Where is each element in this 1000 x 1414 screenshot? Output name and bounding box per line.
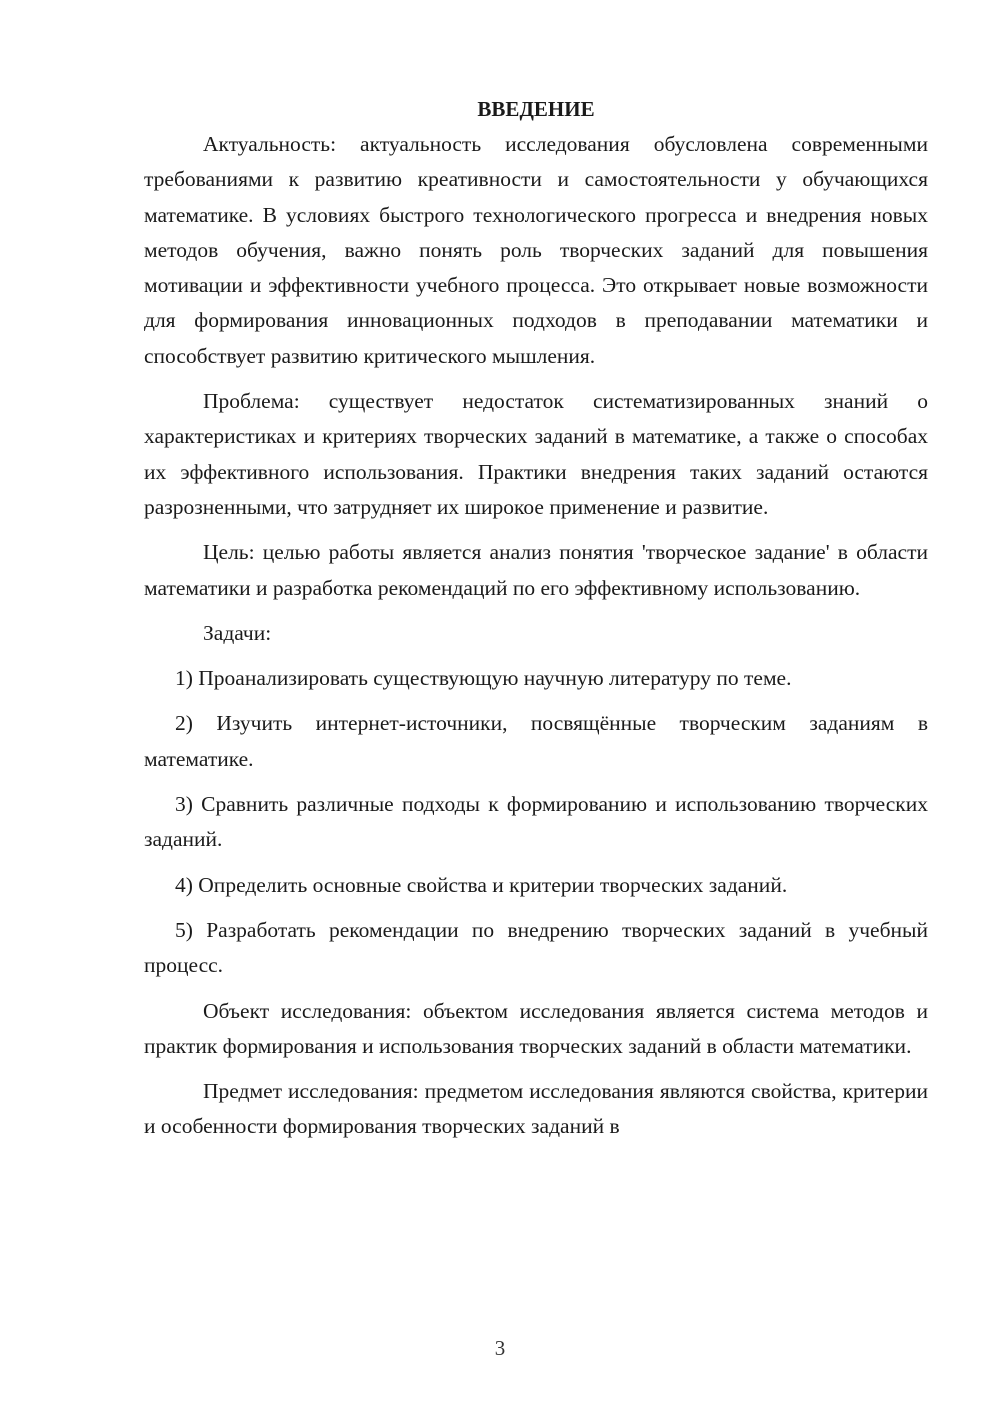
problem-paragraph: Проблема: существует недостаток систематизированных знаний о характеристиках и критериях творческих заданий в математике, а также о способах их эффективного использования. Практики внедрения таких заданий остаются разрозненными, что затрудняет их широкое применение и развитие. xyxy=(144,389,928,519)
tasks-label: Задачи: xyxy=(203,620,272,645)
task-item: 3) Сравнить различные подходы к формированию и использованию творческих заданий. xyxy=(144,792,928,852)
task-item: 1) Проанализировать существующую научную литературу по теме. xyxy=(175,666,792,691)
subject-paragraph: Предмет исследования: предметом исследования являются свойства, критерии и особенности формирования творческих заданий в xyxy=(144,1079,928,1139)
goal-paragraph: Цель: целью работы является анализ понятия 'творческое задание' в области математики и разработка рекомендаций по его эффективному использованию. xyxy=(144,540,928,600)
task-item: 5) Разработать рекомендации по внедрению творческих заданий в учебный процесс. xyxy=(144,917,928,978)
page-number: 3 xyxy=(494,1336,506,1360)
section-heading: ВВЕДЕНИЕ xyxy=(477,97,595,121)
object-paragraph: Объект исследования: объектом исследования является система методов и практик формирования и использования творческих заданий в области математики. xyxy=(144,998,928,1058)
task-item: 4) Определить основные свойства и критерии творческих заданий. xyxy=(175,872,788,897)
document-page xyxy=(144,92,928,1145)
task-item: 2) Изучить интернет-источники, посвящённые творческим заданиям в математике. xyxy=(144,711,928,771)
relevance-paragraph: Актуальность: актуальность исследования обусловлена современными требованиями к развитию креативности и самостоятельности у обучающихся математике. В условиях быстрого технологического прогресса и внедрения новых методов обучения, важно понять роль творческих заданий для повышения мотивации и эффективности учебного процесса. Это открывает новые возможности для формирования инновационных подходов в преподавании математики и способствует развитию критического мышления. xyxy=(144,132,928,368)
